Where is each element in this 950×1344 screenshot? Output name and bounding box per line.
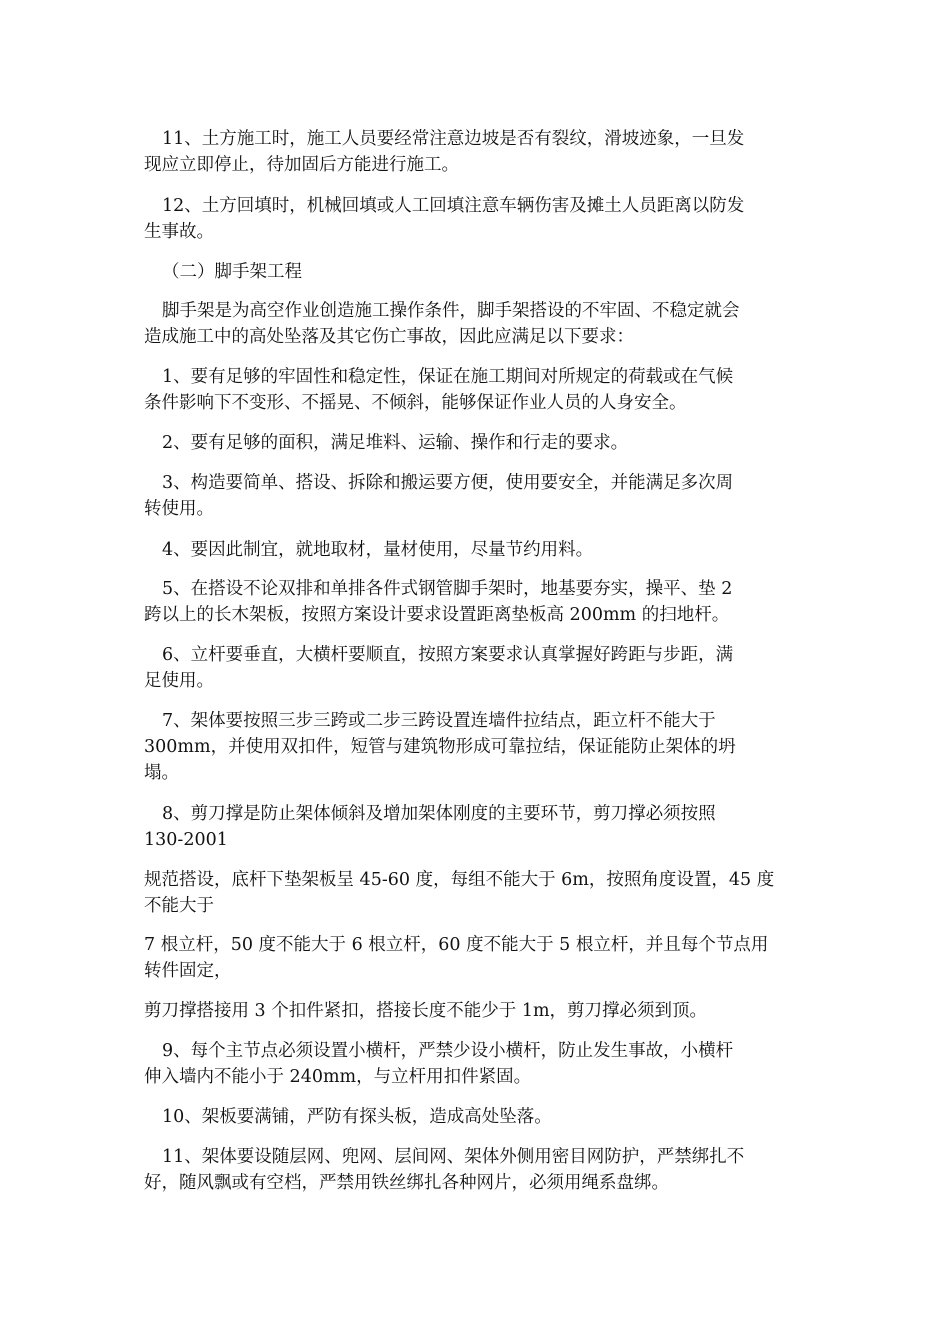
text-line: 塌。 xyxy=(144,763,179,783)
paragraph-requirement-1 xyxy=(144,364,814,416)
text-line: 130-2001 xyxy=(144,830,228,850)
text-line: 9、每个主节点必须设置小横杆，严禁少设小横杆，防止发生事故，小横杆 xyxy=(162,1041,734,1061)
paragraph-requirement-4 xyxy=(144,537,814,563)
paragraph-requirement-9 xyxy=(144,1038,814,1090)
section-heading-scaffolding xyxy=(144,259,814,285)
text-line: 转件固定， xyxy=(144,961,232,981)
paragraph-requirement-5 xyxy=(144,576,814,628)
text-line: 条件影响下不变形、不摇晃、不倾斜，能够保证作业人员的人身安全。 xyxy=(144,393,687,413)
text-line: 7、架体要按照三步三跨或二步三跨设置连墙件拉结点，距立杆不能大于 xyxy=(162,711,716,731)
paragraph-requirement-6 xyxy=(144,642,814,694)
text-line: 造成施工中的高处坠落及其它伤亡事故，因此应满足以下要求： xyxy=(144,327,634,347)
paragraph-requirement-3 xyxy=(144,470,814,522)
paragraph-requirement-10 xyxy=(144,1104,814,1130)
paragraph-requirement-8-cont-b xyxy=(144,932,814,984)
text-line: 足使用。 xyxy=(144,671,214,691)
text-line: 11、架体要设随层网、兜网、层间网、架体外侧用密目网防护，严禁绑扎不 xyxy=(162,1147,745,1167)
text-line: 伸入墙内不能小于 240mm，与立杆用扣件紧固。 xyxy=(144,1067,532,1087)
paragraph-requirement-8-cont-c xyxy=(144,998,814,1024)
text-line: 1、要有足够的牢固性和稳定性，保证在施工期间对所规定的荷载或在气候 xyxy=(162,367,734,387)
text-line: 脚手架是为高空作业创造施工操作条件，脚手架搭设的不牢固、不稳定就会 xyxy=(162,301,740,321)
paragraph-requirement-8-cont-a xyxy=(144,867,814,919)
text-line: 转使用。 xyxy=(144,499,214,519)
text-line: 7 根立杆，50 度不能大于 6 根立杆，60 度不能大于 5 根立杆，并且每个节点用 xyxy=(144,935,769,955)
text-line: 2、要有足够的面积，满足堆料、运输、操作和行走的要求。 xyxy=(162,433,629,453)
text-line: 11、土方施工时，施工人员要经常注意边坡是否有裂纹，滑坡迹象，一旦发 xyxy=(162,129,745,149)
paragraph-requirement-2 xyxy=(144,430,814,456)
text-line: 10、架板要满铺，严防有探头板，造成高处坠落。 xyxy=(162,1107,552,1127)
paragraph-requirement-7 xyxy=(144,708,814,786)
text-line: 6、立杆要垂直，大横杆要顺直，按照方案要求认真掌握好跨距与步距，满 xyxy=(162,645,734,665)
text-line: （二）脚手架工程 xyxy=(162,262,302,282)
text-line: 不能大于 xyxy=(144,896,214,916)
text-line: 规范搭设，底杆下垫架板呈 45-60 度，每组不能大于 6m，按照角度设置，45 度 xyxy=(144,870,775,890)
text-line: 3、构造要简单、搭设、拆除和搬运要方便，使用要安全，并能满足多次周 xyxy=(162,473,734,493)
text-line: 5、在搭设不论双排和单排各件式钢管脚手架时，地基要夯实，操平、垫 2 xyxy=(162,579,733,599)
text-line: 300mm，并使用双扣件，短管与建筑物形成可靠拉结，保证能防止架体的坍 xyxy=(144,737,736,757)
text-line: 8、剪刀撑是防止架体倾斜及增加架体刚度的主要环节，剪刀撑必须按照 xyxy=(162,804,716,824)
text-line: 好，随风飘或有空档，严禁用铁丝绑扎各种网片，必须用绳系盘绑。 xyxy=(144,1173,669,1193)
paragraph-earthwork-12 xyxy=(144,193,814,245)
text-line: 现应立即停止，待加固后方能进行施工。 xyxy=(144,155,459,175)
text-line: 生事故。 xyxy=(144,222,214,242)
paragraph-requirement-8 xyxy=(144,801,814,853)
text-line: 12、土方回填时，机械回填或人工回填注意车辆伤害及摊土人员距离以防发 xyxy=(162,196,745,216)
text-line: 4、要因此制宜，就地取材，量材使用，尽量节约用料。 xyxy=(162,540,594,560)
text-line: 剪刀撑搭接用 3 个扣件紧扣，搭接长度不能少于 1m，剪刀撑必须到顶。 xyxy=(144,1001,708,1021)
text-line: 跨以上的长木架板，按照方案设计要求设置距离垫板高 200mm 的扫地杆。 xyxy=(144,605,730,625)
paragraph-earthwork-11 xyxy=(144,126,814,178)
paragraph-scaffolding-intro xyxy=(144,298,814,350)
paragraph-requirement-11 xyxy=(144,1144,814,1196)
